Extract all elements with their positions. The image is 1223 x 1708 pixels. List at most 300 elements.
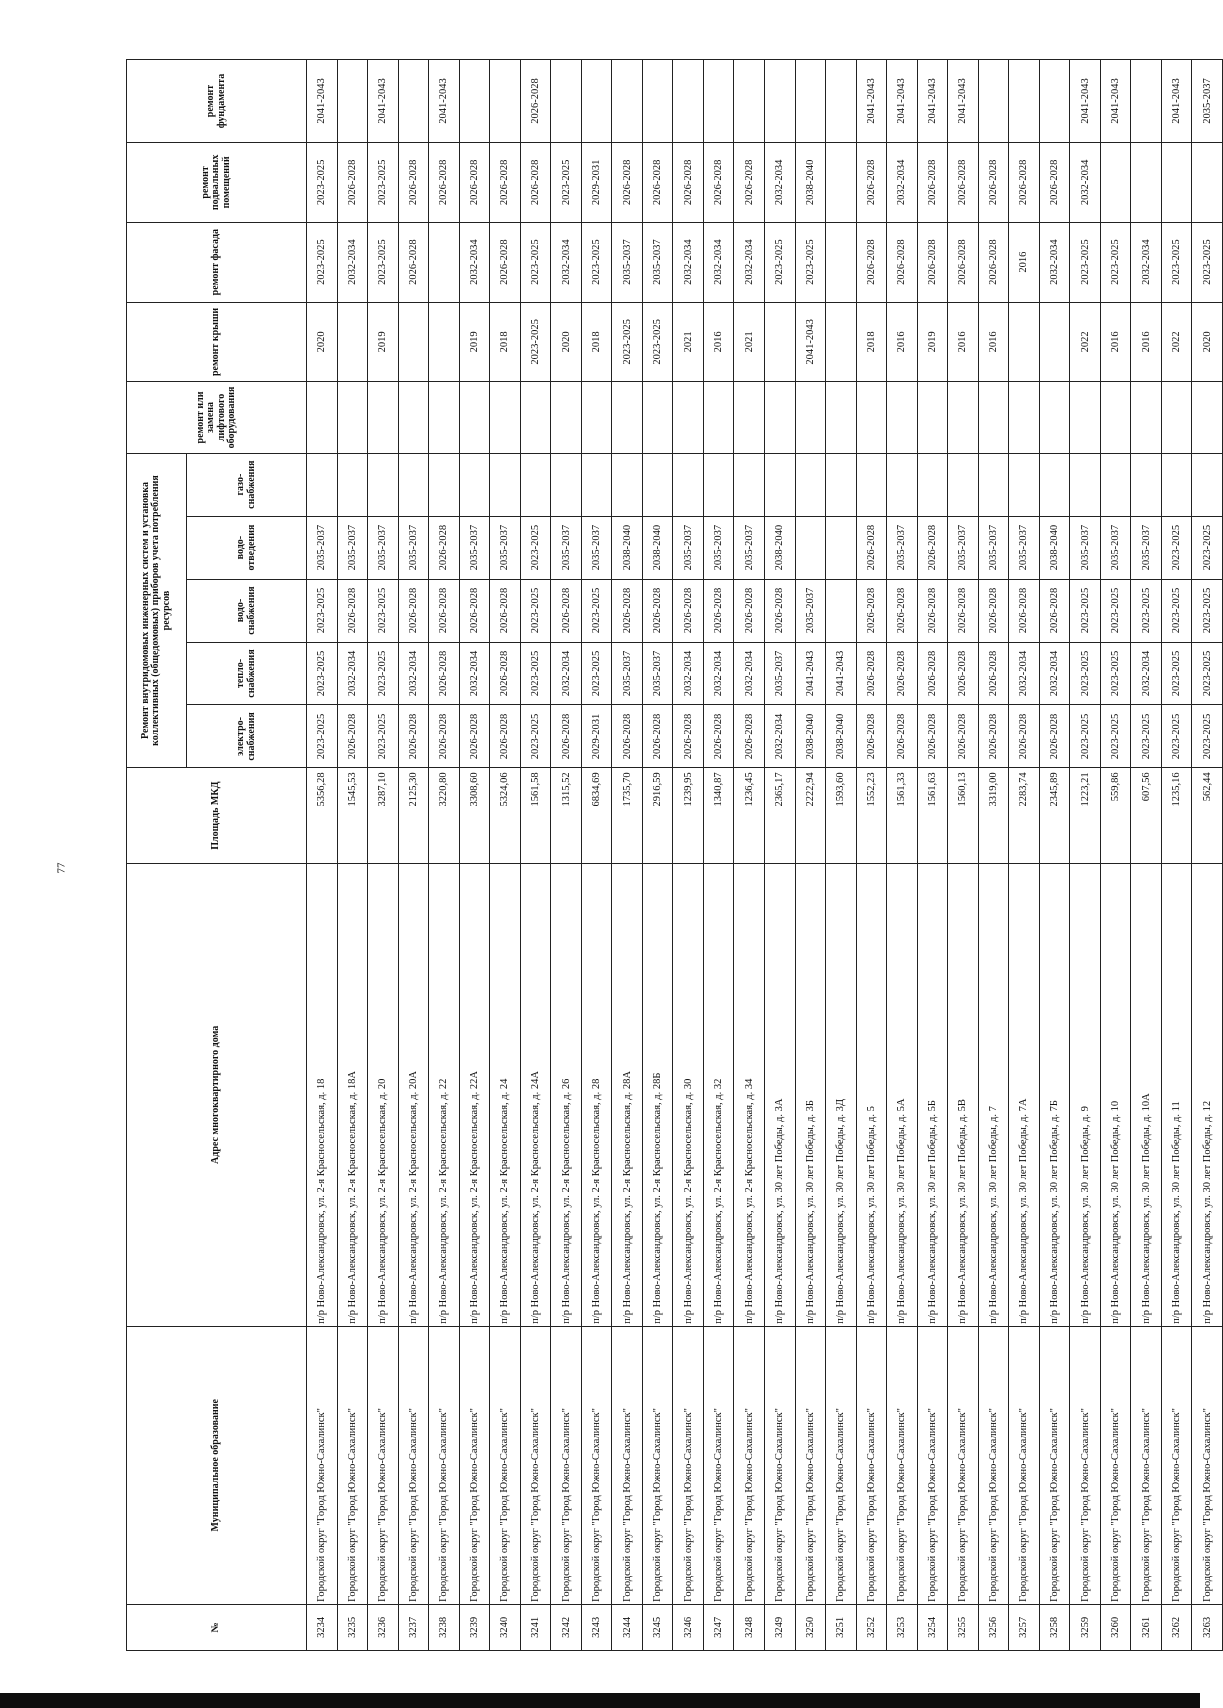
cell-area: 1315,52 <box>551 768 582 864</box>
cell-municipality: Городской округ "Город Южно-Сахалинск" <box>368 1326 399 1604</box>
cell-electro: 2026-2028 <box>1039 705 1070 768</box>
cell-roof: 2016 <box>1131 302 1162 382</box>
cell-area: 1735,70 <box>612 768 643 864</box>
cell-municipality: Городской округ "Город Южно-Сахалинск" <box>429 1326 460 1604</box>
cell-vodootv <box>795 516 826 579</box>
cell-area: 2222,94 <box>795 768 826 864</box>
cell-electro: 2023-2025 <box>520 705 551 768</box>
cell-teplo: 2023-2025 <box>307 642 338 705</box>
cell-gazo <box>398 453 429 516</box>
cell-teplo: 2026-2028 <box>917 642 948 705</box>
cell-vodootv <box>826 516 857 579</box>
header-facade: ремонт фасада <box>127 222 307 302</box>
cell-num: 3254 <box>917 1604 948 1650</box>
cell-facade: 2023-2025 <box>1161 222 1192 302</box>
cell-electro: 2023-2025 <box>1070 705 1101 768</box>
cell-vodootv: 2038-2040 <box>642 516 673 579</box>
cell-area: 6834,69 <box>581 768 612 864</box>
cell-municipality: Городской округ "Город Южно-Сахалинск" <box>1070 1326 1101 1604</box>
cell-facade: 2023-2025 <box>764 222 795 302</box>
cell-foundation <box>642 60 673 143</box>
cell-num: 3241 <box>520 1604 551 1650</box>
cell-electro: 2026-2028 <box>673 705 704 768</box>
cell-vodo: 2026-2028 <box>551 579 582 642</box>
cell-roof <box>429 302 460 382</box>
cell-roof <box>1039 302 1070 382</box>
cell-vodo: 2023-2025 <box>581 579 612 642</box>
cell-num: 3255 <box>948 1604 979 1650</box>
cell-gazo <box>978 453 1009 516</box>
cell-foundation <box>551 60 582 143</box>
cell-facade: 2032-2034 <box>459 222 490 302</box>
cell-address: п/р Ново-Александровск, ул. 30 лет Победы, д. 5 <box>856 863 887 1326</box>
cell-area: 1545,53 <box>337 768 368 864</box>
cell-lift <box>856 382 887 453</box>
cell-foundation: 2041-2043 <box>856 60 887 143</box>
table-row <box>1039 60 1070 1651</box>
cell-basement: 2032-2034 <box>1070 143 1101 223</box>
cell-roof: 2016 <box>978 302 1009 382</box>
cell-vodootv: 2035-2037 <box>703 516 734 579</box>
cell-vodo: 2023-2025 <box>1131 579 1162 642</box>
cell-vodo: 2026-2028 <box>490 579 521 642</box>
cell-foundation <box>795 60 826 143</box>
cell-electro: 2026-2028 <box>978 705 1009 768</box>
cell-vodootv: 2035-2037 <box>459 516 490 579</box>
cell-teplo: 2026-2028 <box>948 642 979 705</box>
cell-gazo <box>307 453 338 516</box>
cell-address: п/р Ново-Александровск, ул. 30 лет Победы, д. 3А <box>764 863 795 1326</box>
cell-basement: 2026-2028 <box>734 143 765 223</box>
cell-basement: 2026-2028 <box>856 143 887 223</box>
cell-teplo: 2032-2034 <box>1131 642 1162 705</box>
cell-basement <box>1161 143 1192 223</box>
cell-num: 3262 <box>1161 1604 1192 1650</box>
cell-address: п/р Ново-Александровск, ул. 30 лет Победы, д. 12 <box>1192 863 1223 1326</box>
cell-teplo: 2035-2037 <box>612 642 643 705</box>
table-row <box>459 60 490 1651</box>
cell-roof: 2018 <box>490 302 521 382</box>
header-vodo: водо-снабжения <box>187 579 307 642</box>
cell-lift <box>490 382 521 453</box>
cell-lift <box>703 382 734 453</box>
cell-vodootv: 2035-2037 <box>1131 516 1162 579</box>
cell-gazo <box>1039 453 1070 516</box>
cell-foundation <box>1039 60 1070 143</box>
cell-municipality: Городской округ "Город Южно-Сахалинск" <box>887 1326 918 1604</box>
cell-foundation: 2041-2043 <box>887 60 918 143</box>
cell-basement: 2023-2025 <box>307 143 338 223</box>
cell-foundation: 2041-2043 <box>1070 60 1101 143</box>
cell-facade: 2023-2025 <box>1100 222 1131 302</box>
cell-facade: 2023-2025 <box>307 222 338 302</box>
cell-lift <box>642 382 673 453</box>
cell-num: 3250 <box>795 1604 826 1650</box>
table-row <box>1192 60 1223 1651</box>
cell-basement: 2026-2028 <box>673 143 704 223</box>
cell-basement <box>826 143 857 223</box>
cell-teplo: 2032-2034 <box>734 642 765 705</box>
cell-num: 3263 <box>1192 1604 1223 1650</box>
cell-vodo: 2026-2028 <box>612 579 643 642</box>
cell-facade: 2026-2028 <box>978 222 1009 302</box>
cell-roof: 2021 <box>673 302 704 382</box>
cell-electro: 2023-2025 <box>307 705 338 768</box>
cell-vodootv: 2035-2037 <box>1009 516 1040 579</box>
cell-num: 3240 <box>490 1604 521 1650</box>
cell-area: 562,44 <box>1192 768 1223 864</box>
cell-vodootv: 2035-2037 <box>673 516 704 579</box>
cell-lift <box>826 382 857 453</box>
cell-municipality: Городской округ "Город Южно-Сахалинск" <box>826 1326 857 1604</box>
cell-vodootv: 2035-2037 <box>368 516 399 579</box>
cell-lift <box>1009 382 1040 453</box>
table-row <box>764 60 795 1651</box>
cell-foundation <box>673 60 704 143</box>
cell-facade: 2023-2025 <box>1070 222 1101 302</box>
cell-electro: 2026-2028 <box>429 705 460 768</box>
cell-facade: 2023-2025 <box>368 222 399 302</box>
cell-vodo: 2023-2025 <box>1070 579 1101 642</box>
cell-area: 2365,17 <box>764 768 795 864</box>
cell-teplo: 2032-2034 <box>1009 642 1040 705</box>
cell-municipality: Городской округ "Город Южно-Сахалинск" <box>337 1326 368 1604</box>
cell-basement: 2026-2028 <box>1039 143 1070 223</box>
cell-gazo <box>764 453 795 516</box>
cell-address: п/р Ново-Александровск, ул. 2-я Красносельская, д. 24А <box>520 863 551 1326</box>
cell-address: п/р Ново-Александровск, ул. 2-я Красносельская, д. 20 <box>368 863 399 1326</box>
cell-vodootv: 2035-2037 <box>337 516 368 579</box>
cell-roof <box>764 302 795 382</box>
cell-num: 3246 <box>673 1604 704 1650</box>
cell-roof: 2018 <box>581 302 612 382</box>
cell-roof: 2023-2025 <box>520 302 551 382</box>
cell-vodootv: 2023-2025 <box>1192 516 1223 579</box>
cell-electro: 2032-2034 <box>764 705 795 768</box>
cell-gazo <box>948 453 979 516</box>
table-row <box>703 60 734 1651</box>
cell-vodo: 2026-2028 <box>337 579 368 642</box>
cell-municipality: Городской округ "Город Южно-Сахалинск" <box>703 1326 734 1604</box>
table-row <box>826 60 857 1651</box>
table-row <box>1131 60 1162 1651</box>
cell-basement: 2026-2028 <box>337 143 368 223</box>
cell-area: 607,56 <box>1131 768 1162 864</box>
cell-basement: 2032-2034 <box>887 143 918 223</box>
cell-municipality: Городской округ "Город Южно-Сахалинск" <box>1161 1326 1192 1604</box>
cell-foundation: 2041-2043 <box>1100 60 1131 143</box>
cell-municipality: Городской округ "Город Южно-Сахалинск" <box>551 1326 582 1604</box>
cell-area: 1236,45 <box>734 768 765 864</box>
table-row <box>307 60 338 1651</box>
cell-municipality: Городской округ "Город Южно-Сахалинск" <box>673 1326 704 1604</box>
cell-electro: 2026-2028 <box>490 705 521 768</box>
cell-basement: 2026-2028 <box>917 143 948 223</box>
cell-roof: 2020 <box>307 302 338 382</box>
header-num: № <box>127 1604 307 1650</box>
cell-municipality: Городской округ "Город Южно-Сахалинск" <box>490 1326 521 1604</box>
cell-basement: 2026-2028 <box>978 143 1009 223</box>
cell-address: п/р Ново-Александровск, ул. 2-я Красносельская, д. 26 <box>551 863 582 1326</box>
cell-lift <box>917 382 948 453</box>
cell-foundation: 2041-2043 <box>917 60 948 143</box>
cell-num: 3242 <box>551 1604 582 1650</box>
cell-roof <box>826 302 857 382</box>
cell-vodootv: 2035-2037 <box>551 516 582 579</box>
cell-vodo: 2026-2028 <box>978 579 1009 642</box>
cell-municipality: Городской округ "Город Южно-Сахалинск" <box>856 1326 887 1604</box>
cell-foundation: 2041-2043 <box>429 60 460 143</box>
cell-address: п/р Ново-Александровск, ул. 30 лет Победы, д. 10А <box>1131 863 1162 1326</box>
cell-municipality: Городской округ "Город Южно-Сахалинск" <box>1009 1326 1040 1604</box>
cell-lift <box>1161 382 1192 453</box>
cell-area: 2916,59 <box>642 768 673 864</box>
cell-num: 3235 <box>337 1604 368 1650</box>
cell-lift <box>337 382 368 453</box>
cell-lift <box>520 382 551 453</box>
cell-lift <box>673 382 704 453</box>
cell-vodo: 2026-2028 <box>673 579 704 642</box>
cell-foundation <box>337 60 368 143</box>
cell-teplo: 2032-2034 <box>1039 642 1070 705</box>
cell-gazo <box>459 453 490 516</box>
header-electro: электро-снабжения <box>187 705 307 768</box>
cell-municipality: Городской округ "Город Южно-Сахалинск" <box>764 1326 795 1604</box>
cell-electro: 2026-2028 <box>734 705 765 768</box>
cell-lift <box>307 382 338 453</box>
cell-vodo: 2023-2025 <box>368 579 399 642</box>
cell-municipality: Городской округ "Город Южно-Сахалинск" <box>612 1326 643 1604</box>
cell-address: п/р Ново-Александровск, ул. 2-я Красносельская, д. 18 <box>307 863 338 1326</box>
cell-area: 3308,60 <box>459 768 490 864</box>
cell-lift <box>398 382 429 453</box>
cell-vodo <box>826 579 857 642</box>
cell-lift <box>1131 382 1162 453</box>
cell-address: п/р Ново-Александровск, ул. 2-я Красносельская, д. 22 <box>429 863 460 1326</box>
cell-address: п/р Ново-Александровск, ул. 30 лет Победы, д. 3Б <box>795 863 826 1326</box>
cell-teplo: 2041-2043 <box>795 642 826 705</box>
cell-basement: 2029-2031 <box>581 143 612 223</box>
cell-vodo: 2026-2028 <box>887 579 918 642</box>
cell-vodo: 2023-2025 <box>1192 579 1223 642</box>
table-row <box>887 60 918 1651</box>
cell-municipality: Городской округ "Город Южно-Сахалинск" <box>948 1326 979 1604</box>
cell-electro: 2026-2028 <box>551 705 582 768</box>
cell-facade: 2023-2025 <box>795 222 826 302</box>
cell-vodootv: 2035-2037 <box>1070 516 1101 579</box>
cell-area: 1340,87 <box>703 768 734 864</box>
cell-num: 3256 <box>978 1604 1009 1650</box>
cell-num: 3236 <box>368 1604 399 1650</box>
cell-roof: 2023-2025 <box>642 302 673 382</box>
cell-electro: 2026-2028 <box>703 705 734 768</box>
cell-roof: 2019 <box>917 302 948 382</box>
cell-teplo: 2023-2025 <box>520 642 551 705</box>
cell-basement: 2026-2028 <box>520 143 551 223</box>
cell-teplo: 2041-2043 <box>826 642 857 705</box>
cell-municipality: Городской округ "Город Южно-Сахалинск" <box>917 1326 948 1604</box>
cell-lift <box>795 382 826 453</box>
cell-roof <box>337 302 368 382</box>
cell-num: 3257 <box>1009 1604 1040 1650</box>
cell-teplo: 2032-2034 <box>703 642 734 705</box>
cell-electro: 2026-2028 <box>887 705 918 768</box>
cell-electro: 2029-2031 <box>581 705 612 768</box>
cell-lift <box>551 382 582 453</box>
cell-roof: 2016 <box>887 302 918 382</box>
cell-teplo: 2023-2025 <box>1192 642 1223 705</box>
cell-electro: 2026-2028 <box>337 705 368 768</box>
cell-area: 559,86 <box>1100 768 1131 864</box>
cell-vodo: 2026-2028 <box>459 579 490 642</box>
cell-foundation <box>581 60 612 143</box>
cell-basement <box>1100 143 1131 223</box>
cell-basement: 2026-2028 <box>703 143 734 223</box>
cell-lift <box>368 382 399 453</box>
cell-foundation <box>826 60 857 143</box>
cell-foundation <box>459 60 490 143</box>
cell-facade: 2035-2037 <box>612 222 643 302</box>
cell-gazo <box>826 453 857 516</box>
rotated-page <box>126 59 1223 1651</box>
cell-basement: 2026-2028 <box>398 143 429 223</box>
cell-address: п/р Ново-Александровск, ул. 2-я Красносельская, д. 32 <box>703 863 734 1326</box>
cell-area: 3287,10 <box>368 768 399 864</box>
cell-gazo <box>551 453 582 516</box>
cell-vodo: 2023-2025 <box>307 579 338 642</box>
cell-address: п/р Ново-Александровск, ул. 30 лет Победы, д. 7 <box>978 863 1009 1326</box>
cell-gazo <box>612 453 643 516</box>
cell-lift <box>581 382 612 453</box>
cell-roof: 2022 <box>1070 302 1101 382</box>
cell-vodo: 2026-2028 <box>764 579 795 642</box>
cell-address: п/р Ново-Александровск, ул. 2-я Красносельская, д. 28Б <box>642 863 673 1326</box>
cell-municipality: Городской округ "Город Южно-Сахалинск" <box>307 1326 338 1604</box>
cell-basement <box>1131 143 1162 223</box>
cell-vodo: 2023-2025 <box>1161 579 1192 642</box>
cell-roof: 2023-2025 <box>612 302 643 382</box>
cell-facade: 2023-2025 <box>581 222 612 302</box>
cell-foundation: 2041-2043 <box>1161 60 1192 143</box>
cell-vodootv: 2035-2037 <box>887 516 918 579</box>
header-lift: ремонт или замена лифтового оборудования <box>127 382 307 453</box>
cell-basement: 2026-2028 <box>948 143 979 223</box>
cell-address: п/р Ново-Александровск, ул. 30 лет Победы, д. 7Б <box>1039 863 1070 1326</box>
cell-vodo: 2026-2028 <box>703 579 734 642</box>
cell-num: 3253 <box>887 1604 918 1650</box>
table-row <box>429 60 460 1651</box>
cell-gazo <box>856 453 887 516</box>
cell-num: 3261 <box>1131 1604 1162 1650</box>
cell-vodootv: 2035-2037 <box>734 516 765 579</box>
cell-foundation <box>734 60 765 143</box>
cell-facade: 2026-2028 <box>887 222 918 302</box>
table-row <box>948 60 979 1651</box>
table-row <box>978 60 1009 1651</box>
table-row <box>520 60 551 1651</box>
cell-foundation: 2041-2043 <box>368 60 399 143</box>
table-row <box>398 60 429 1651</box>
cell-electro: 2026-2028 <box>856 705 887 768</box>
table-row <box>368 60 399 1651</box>
cell-vodootv: 2035-2037 <box>490 516 521 579</box>
cell-facade: 2026-2028 <box>398 222 429 302</box>
cell-electro: 2026-2028 <box>917 705 948 768</box>
cell-municipality: Городской округ "Город Южно-Сахалинск" <box>459 1326 490 1604</box>
cell-address: п/р Ново-Александровск, ул. 2-я Красносельская, д. 28 <box>581 863 612 1326</box>
cell-teplo: 2026-2028 <box>887 642 918 705</box>
cell-facade: 2032-2034 <box>1131 222 1162 302</box>
header-gazo: газо-снабжения <box>187 453 307 516</box>
cell-area: 3319,00 <box>978 768 1009 864</box>
cell-area: 2283,74 <box>1009 768 1040 864</box>
cell-facade: 2026-2028 <box>948 222 979 302</box>
cell-teplo: 2032-2034 <box>398 642 429 705</box>
cell-vodo: 2026-2028 <box>429 579 460 642</box>
cell-teplo: 2026-2028 <box>490 642 521 705</box>
header-vodootv: водо-отведения <box>187 516 307 579</box>
cell-num: 3258 <box>1039 1604 1070 1650</box>
cell-basement <box>1192 143 1223 223</box>
cell-gazo <box>581 453 612 516</box>
cell-roof: 2019 <box>459 302 490 382</box>
cell-address: п/р Ново-Александровск, ул. 30 лет Победы, д. 11 <box>1161 863 1192 1326</box>
cell-num: 3251 <box>826 1604 857 1650</box>
cell-basement: 2026-2028 <box>429 143 460 223</box>
cell-facade <box>429 222 460 302</box>
cell-address: п/р Ново-Александровск, ул. 30 лет Победы, д. 5В <box>948 863 979 1326</box>
cell-teplo: 2035-2037 <box>764 642 795 705</box>
cell-address: п/р Ново-Александровск, ул. 2-я Красносельская, д. 34 <box>734 863 765 1326</box>
cell-gazo <box>1009 453 1040 516</box>
cell-lift <box>612 382 643 453</box>
cell-gazo <box>734 453 765 516</box>
cell-facade: 2032-2034 <box>703 222 734 302</box>
cell-gazo <box>429 453 460 516</box>
cell-area: 1561,58 <box>520 768 551 864</box>
cell-municipality: Городской округ "Город Южно-Сахалинск" <box>734 1326 765 1604</box>
cell-gazo <box>887 453 918 516</box>
cell-foundation <box>978 60 1009 143</box>
cell-address: п/р Ново-Александровск, ул. 30 лет Победы, д. 7А <box>1009 863 1040 1326</box>
cell-gazo <box>337 453 368 516</box>
cell-municipality: Городской округ "Город Южно-Сахалинск" <box>398 1326 429 1604</box>
cell-gazo <box>1192 453 1223 516</box>
cell-electro: 2023-2025 <box>368 705 399 768</box>
cell-foundation: 2026-2028 <box>520 60 551 143</box>
cell-teplo: 2032-2034 <box>551 642 582 705</box>
cell-num: 3234 <box>307 1604 338 1650</box>
table-row <box>1009 60 1040 1651</box>
cell-num: 3244 <box>612 1604 643 1650</box>
cell-foundation: 2041-2043 <box>948 60 979 143</box>
cell-lift <box>948 382 979 453</box>
cell-basement: 2026-2028 <box>612 143 643 223</box>
cell-vodo: 2026-2028 <box>734 579 765 642</box>
cell-num: 3252 <box>856 1604 887 1650</box>
cell-teplo: 2026-2028 <box>856 642 887 705</box>
cell-address: п/р Ново-Александровск, ул. 30 лет Победы, д. 3Д <box>826 863 857 1326</box>
cell-electro: 2023-2025 <box>1100 705 1131 768</box>
cell-gazo <box>1161 453 1192 516</box>
cell-lift <box>429 382 460 453</box>
cell-roof: 2016 <box>948 302 979 382</box>
cell-roof: 2020 <box>1192 302 1223 382</box>
cell-area: 1235,16 <box>1161 768 1192 864</box>
table-row <box>581 60 612 1651</box>
cell-address: п/р Ново-Александровск, ул. 30 лет Победы, д. 5Б <box>917 863 948 1326</box>
cell-teplo: 2023-2025 <box>1161 642 1192 705</box>
